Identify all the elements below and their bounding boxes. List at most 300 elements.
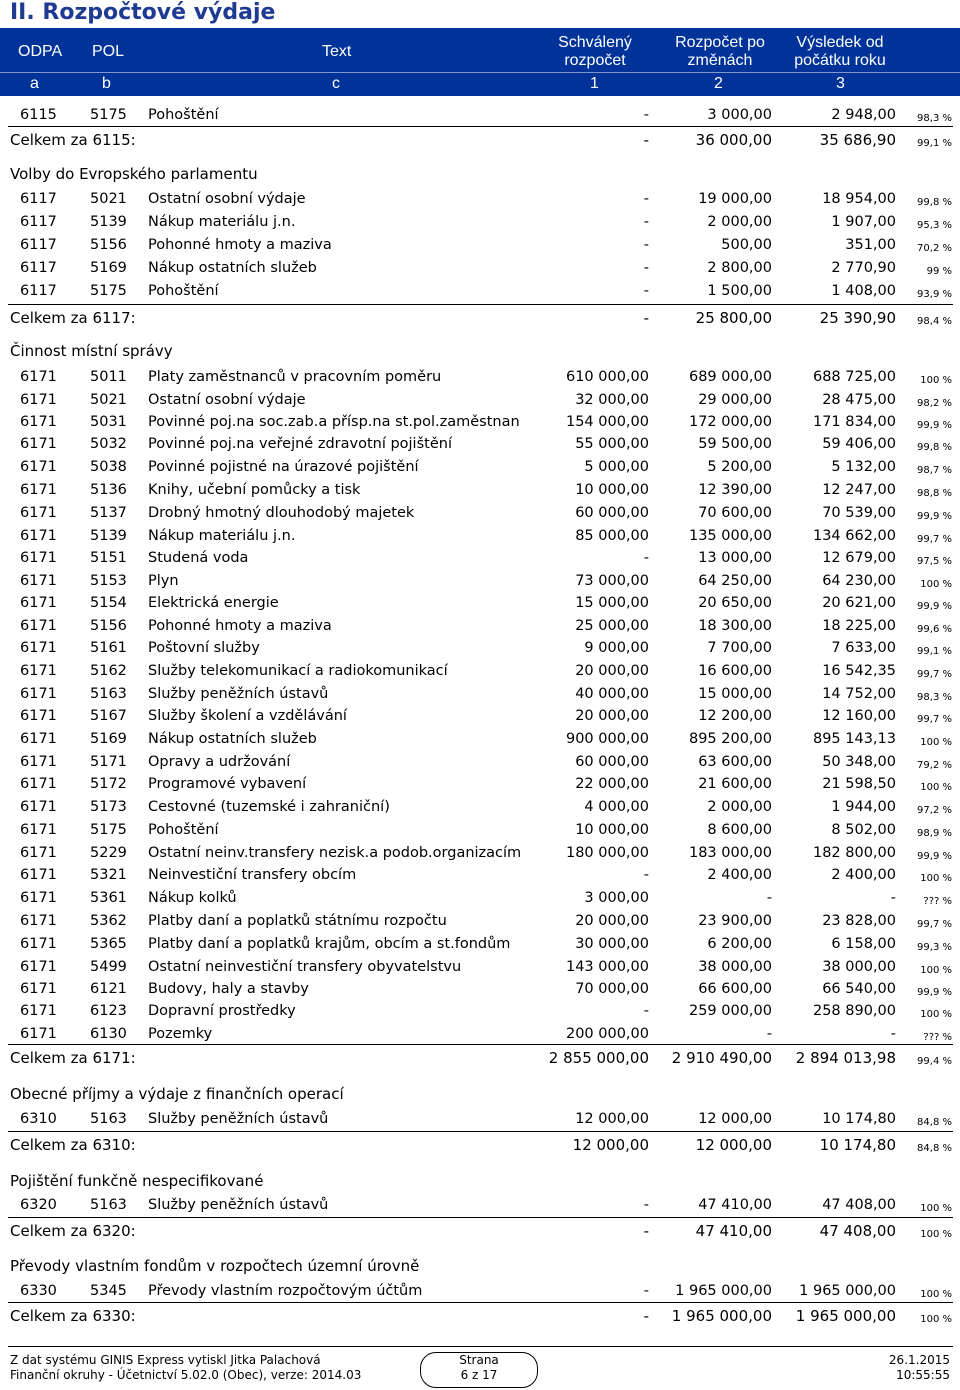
cell-schvaleny: 32 000,00 (575, 392, 649, 408)
cell-pol: 5169 (90, 260, 127, 276)
cell-plneni-pct: 93,9 % (917, 289, 952, 300)
cell-rozpocet-po-zmenach: 5 200,00 (707, 459, 772, 475)
cell-rozpocet-po-zmenach: 183 000,00 (688, 845, 772, 861)
cell-vysledek: 12 160,00 (822, 708, 896, 724)
cell-odpa: 6171 (20, 867, 57, 883)
cell-text: Cestovné (tuzemské i zahraniční) (148, 799, 390, 815)
cell-pol: 5161 (90, 640, 127, 656)
cell-rozpocet-po-zmenach: 20 650,00 (698, 595, 772, 611)
page-number: 6 z 17 (460, 1368, 498, 1382)
cell-text: Pohonné hmoty a maziva (148, 618, 332, 634)
cell-rozpocet-po-zmenach: 2 000,00 (707, 214, 772, 230)
col-odpa: ODPA (18, 43, 63, 60)
table-row (0, 547, 960, 569)
cell-plneni-pct: 99,8 % (917, 197, 952, 208)
cell-rozpocet-po-zmenach: 7 700,00 (707, 640, 772, 656)
col-code-a: a (30, 75, 39, 92)
cell-schvaleny: 40 000,00 (575, 686, 649, 702)
cell-plneni-pct: 98,2 % (917, 398, 952, 409)
cell-odpa: 6171 (20, 618, 57, 634)
cell-plneni-pct: 100 % (920, 1009, 952, 1020)
cell-plneni-pct: 99,6 % (917, 624, 952, 635)
cell-schvaleny: 180 000,00 (565, 845, 649, 861)
cell-schvaleny: - (643, 309, 649, 327)
cell-odpa: 6171 (20, 776, 57, 792)
cell-odpa: 6171 (20, 573, 57, 589)
cell-vysledek: - (890, 890, 896, 906)
cell-plneni-pct: 99,7 % (917, 534, 952, 545)
cell-plneni-pct: 100 % (920, 375, 952, 386)
cell-pol: 5139 (90, 214, 127, 230)
cell-text: Platby daní a poplatků krajům, obcím a st.fondům (148, 936, 511, 952)
cell-pol: 5136 (90, 482, 127, 498)
cell-schvaleny: 4 000,00 (584, 799, 649, 815)
cell-odpa: 6171 (20, 890, 57, 906)
total-separator (8, 1131, 953, 1132)
cell-rozpocet-po-zmenach: 59 500,00 (698, 436, 772, 452)
cell-odpa: 6320 (20, 1197, 57, 1213)
cell-plneni-pct: 99 % (926, 266, 952, 277)
cell-rozpocet-po-zmenach: 2 400,00 (707, 867, 772, 883)
cell-odpa: 6171 (20, 640, 57, 656)
cell-rozpocet-po-zmenach: 63 600,00 (698, 754, 772, 770)
cell-schvaleny: 10 000,00 (575, 482, 649, 498)
cell-plneni-pct: 99,9 % (917, 601, 952, 612)
cell-vysledek: 1 965 000,00 (799, 1283, 896, 1299)
cell-plneni-pct: 99,9 % (917, 987, 952, 998)
cell-vysledek: 50 348,00 (822, 754, 896, 770)
cell-schvaleny: - (643, 131, 649, 149)
cell-odpa: 6171 (20, 913, 57, 929)
cell-pol: 5175 (90, 283, 127, 299)
cell-schvaleny: - (643, 237, 649, 253)
cell-rozpocet-po-zmenach: 36 000,00 (695, 131, 772, 149)
cell-pol: 6121 (90, 981, 127, 997)
cell-odpa: 6117 (20, 283, 57, 299)
cell-odpa: 6330 (20, 1283, 57, 1299)
cell-schvaleny: - (643, 1003, 649, 1019)
cell-schvaleny: - (643, 867, 649, 883)
cell-pol: 5153 (90, 573, 127, 589)
cell-odpa: 6117 (20, 260, 57, 276)
cell-schvaleny: 12 000,00 (572, 1136, 649, 1154)
cell-rozpocet-po-zmenach: 1 500,00 (707, 283, 772, 299)
cell-odpa: 6171 (20, 959, 57, 975)
cell-rozpocet-po-zmenach: 500,00 (721, 237, 772, 253)
cell-vysledek: 688 725,00 (812, 369, 896, 385)
cell-schvaleny: 60 000,00 (575, 505, 649, 521)
cell-text: Knihy, učební pomůcky a tisk (148, 482, 361, 498)
cell-rozpocet-po-zmenach: 13 000,00 (698, 550, 772, 566)
cell-text: Pohonné hmoty a maziva (148, 237, 332, 253)
cell-vysledek: 12 679,00 (822, 550, 896, 566)
cell-text: Pozemky (148, 1026, 213, 1042)
cell-plneni-pct: 99,1 % (917, 138, 952, 149)
cell-schvaleny: 5 000,00 (584, 459, 649, 475)
cell-vysledek: 895 143,13 (812, 731, 896, 747)
cell-odpa: 6171 (20, 731, 57, 747)
section-heading: Pojištění funkčně nespecifikované (10, 1172, 264, 1190)
cell-vysledek: 5 132,00 (831, 459, 896, 475)
col-pol: POL (92, 43, 125, 60)
total-row (0, 129, 960, 151)
cell-schvaleny: 85 000,00 (575, 528, 649, 544)
cell-rozpocet-po-zmenach: 12 200,00 (698, 708, 772, 724)
cell-schvaleny: - (643, 550, 649, 566)
col-code-3: 3 (836, 75, 845, 92)
col-code-b: b (102, 75, 111, 92)
cell-text: Poštovní služby (148, 640, 260, 656)
table-row (0, 637, 960, 659)
table-row (0, 683, 960, 705)
cell-odpa: 6171 (20, 1003, 57, 1019)
table-row (0, 456, 960, 478)
cell-plneni-pct: 99,8 % (917, 442, 952, 453)
table-row (0, 280, 960, 302)
cell-vysledek: 21 598,50 (822, 776, 896, 792)
cell-vysledek: 20 621,00 (822, 595, 896, 611)
total-row (0, 307, 960, 329)
cell-rozpocet-po-zmenach: 6 200,00 (707, 936, 772, 952)
cell-text: Nákup materiálu j.n. (148, 528, 296, 544)
cell-plneni-pct: 79,2 % (917, 760, 952, 771)
cell-text: Služby peněžních ústavů (148, 1197, 329, 1213)
cell-pol: 5229 (90, 845, 127, 861)
cell-text: Neinvestiční transfery obcím (148, 867, 357, 883)
total-label: Celkem za 6330: (10, 1307, 136, 1325)
cell-rozpocet-po-zmenach: 12 390,00 (698, 482, 772, 498)
cell-schvaleny: - (643, 214, 649, 230)
cell-pol: 5139 (90, 528, 127, 544)
cell-text: Služby školení a vzdělávání (148, 708, 347, 724)
section-heading: Činnost místní správy (10, 342, 173, 360)
table-row (0, 956, 960, 978)
table-row (0, 1108, 960, 1130)
cell-pol: 5031 (90, 414, 127, 430)
cell-odpa: 6171 (20, 845, 57, 861)
cell-text: Nákup kolků (148, 890, 237, 906)
cell-odpa: 6171 (20, 936, 57, 952)
cell-text: Převody vlastním rozpočtovým účtům (148, 1283, 423, 1299)
cell-text: Platby daní a poplatků státnímu rozpočtu (148, 913, 447, 929)
cell-plneni-pct: 98,3 % (917, 692, 952, 703)
cell-rozpocet-po-zmenach: 2 910 490,00 (671, 1049, 772, 1067)
cell-schvaleny: 22 000,00 (575, 776, 649, 792)
col-code-c: c (332, 75, 340, 92)
footer-info (10, 1353, 361, 1383)
cell-rozpocet-po-zmenach: 29 000,00 (698, 392, 772, 408)
footer-timestamp (889, 1353, 950, 1383)
cell-text: Pohoštění (148, 822, 219, 838)
total-label: Celkem za 6171: (10, 1049, 136, 1067)
total-separator (8, 1217, 953, 1218)
cell-vysledek: 28 475,00 (822, 392, 896, 408)
cell-pol: 5345 (90, 1283, 127, 1299)
cell-pol: 5137 (90, 505, 127, 521)
cell-pol: 5156 (90, 618, 127, 634)
cell-rozpocet-po-zmenach: 23 900,00 (698, 913, 772, 929)
cell-schvaleny: 60 000,00 (575, 754, 649, 770)
cell-odpa: 6171 (20, 550, 57, 566)
print-date: 26.1.2015 (888, 1353, 950, 1367)
total-label: Celkem za 6117: (10, 309, 136, 327)
cell-plneni-pct: 99,3 % (917, 942, 952, 953)
cell-rozpocet-po-zmenach: - (766, 1026, 772, 1042)
cell-rozpocet-po-zmenach: 1 965 000,00 (675, 1283, 772, 1299)
cell-schvaleny: 200 000,00 (565, 1026, 649, 1042)
total-separator (8, 304, 953, 305)
cell-plneni-pct: 97,5 % (917, 556, 952, 567)
cell-vysledek: 18 954,00 (822, 191, 896, 207)
total-separator (8, 1302, 953, 1303)
col-zmeny-1: Rozpočet po (675, 34, 765, 51)
cell-plneni-pct: 100 % (920, 737, 952, 748)
cell-vysledek: 134 662,00 (812, 528, 896, 544)
print-time: 10:55:55 (896, 1368, 950, 1382)
cell-rozpocet-po-zmenach: 689 000,00 (688, 369, 772, 385)
cell-schvaleny: - (643, 1283, 649, 1299)
table-row (0, 433, 960, 455)
cell-schvaleny: 900 000,00 (565, 731, 649, 747)
cell-schvaleny: 15 000,00 (575, 595, 649, 611)
table-row (0, 615, 960, 637)
cell-plneni-pct: 95,3 % (917, 220, 952, 231)
cell-text: Nákup ostatních služeb (148, 260, 317, 276)
cell-rozpocet-po-zmenach: 172 000,00 (688, 414, 772, 430)
table-row (0, 479, 960, 501)
cell-schvaleny: - (643, 1197, 649, 1213)
cell-schvaleny: 12 000,00 (575, 1111, 649, 1127)
cell-plneni-pct: 99,9 % (917, 511, 952, 522)
total-label: Celkem za 6310: (10, 1136, 136, 1154)
cell-rozpocet-po-zmenach: 16 600,00 (698, 663, 772, 679)
cell-pol: 6130 (90, 1026, 127, 1042)
cell-rozpocet-po-zmenach: 25 800,00 (695, 309, 772, 327)
total-separator (8, 126, 953, 127)
table-row (0, 819, 960, 841)
table-row (0, 525, 960, 547)
cell-pol: 5173 (90, 799, 127, 815)
cell-odpa: 6171 (20, 459, 57, 475)
cell-rozpocet-po-zmenach: 21 600,00 (698, 776, 772, 792)
cell-schvaleny: 143 000,00 (565, 959, 649, 975)
cell-pol: 5021 (90, 392, 127, 408)
total-row (0, 1305, 960, 1327)
cell-rozpocet-po-zmenach: 2 800,00 (707, 260, 772, 276)
cell-pol: 5038 (90, 459, 127, 475)
cell-pol: 5163 (90, 1111, 127, 1127)
table-row (0, 1000, 960, 1022)
table-row (0, 389, 960, 411)
table-row (0, 502, 960, 524)
cell-plneni-pct: 99,9 % (917, 851, 952, 862)
cell-pol: 5156 (90, 237, 127, 253)
table-row (0, 864, 960, 886)
cell-schvaleny: 610 000,00 (565, 369, 649, 385)
cell-pol: 5499 (90, 959, 127, 975)
table-row (0, 411, 960, 433)
table-row (0, 257, 960, 279)
cell-schvaleny: 55 000,00 (575, 436, 649, 452)
cell-pol: 5032 (90, 436, 127, 452)
cell-odpa: 6171 (20, 436, 57, 452)
cell-plneni-pct: 99,1 % (917, 646, 952, 657)
table-row (0, 773, 960, 795)
cell-plneni-pct: ??? % (923, 896, 952, 907)
cell-text: Plyn (148, 573, 179, 589)
cell-rozpocet-po-zmenach: 47 410,00 (695, 1222, 772, 1240)
cell-text: Pohoštění (148, 107, 219, 123)
table-row (0, 188, 960, 210)
total-row (0, 1220, 960, 1242)
cell-plneni-pct: 84,8 % (917, 1143, 952, 1154)
cell-pol: 5171 (90, 754, 127, 770)
cell-odpa: 6171 (20, 369, 57, 385)
cell-odpa: 6171 (20, 392, 57, 408)
cell-text: Povinné pojistné na úrazové pojištění (148, 459, 419, 475)
cell-rozpocet-po-zmenach: 38 000,00 (698, 959, 772, 975)
cell-pol: 5151 (90, 550, 127, 566)
cell-rozpocet-po-zmenach: 1 965 000,00 (671, 1307, 772, 1325)
total-label: Celkem za 6115: (10, 131, 136, 149)
table-row (0, 1194, 960, 1216)
cell-plneni-pct: 99,7 % (917, 714, 952, 725)
cell-pol: 5175 (90, 107, 127, 123)
cell-rozpocet-po-zmenach: 3 000,00 (707, 107, 772, 123)
table-row (0, 796, 960, 818)
cell-odpa: 6171 (20, 799, 57, 815)
cell-text: Nákup ostatních služeb (148, 731, 317, 747)
header-separator (0, 72, 960, 73)
cell-vysledek: 1 408,00 (831, 283, 896, 299)
table-row (0, 705, 960, 727)
table-row (0, 1023, 960, 1045)
cell-pol: 5361 (90, 890, 127, 906)
cell-vysledek: 64 230,00 (822, 573, 896, 589)
cell-odpa: 6171 (20, 686, 57, 702)
cell-plneni-pct: 98,8 % (917, 488, 952, 499)
cell-vysledek: 258 890,00 (812, 1003, 896, 1019)
cell-vysledek: 35 686,90 (819, 131, 896, 149)
col-schvaleny-1: Schválený (558, 34, 632, 51)
cell-odpa: 6171 (20, 528, 57, 544)
cell-rozpocet-po-zmenach: 70 600,00 (698, 505, 772, 521)
cell-odpa: 6171 (20, 505, 57, 521)
cell-text: Pohoštění (148, 283, 219, 299)
cell-text: Ostatní neinvestiční transfery obyvatelstvu (148, 959, 462, 975)
cell-schvaleny: 20 000,00 (575, 708, 649, 724)
page-label: Strana (459, 1353, 499, 1367)
cell-plneni-pct: 70,2 % (917, 243, 952, 254)
cell-odpa: 6171 (20, 663, 57, 679)
cell-rozpocet-po-zmenach: 259 000,00 (688, 1003, 772, 1019)
cell-odpa: 6115 (20, 107, 57, 123)
table-row (0, 842, 960, 864)
section-heading: Převody vlastním fondům v rozpočtech územní úrovně (10, 1257, 420, 1275)
total-row (0, 1134, 960, 1156)
table-row (0, 1280, 960, 1302)
cell-odpa: 6171 (20, 482, 57, 498)
cell-odpa: 6117 (20, 191, 57, 207)
table-row (0, 978, 960, 1000)
cell-schvaleny: 20 000,00 (575, 663, 649, 679)
table-header (0, 28, 960, 96)
cell-pol: 5167 (90, 708, 127, 724)
footer-line (8, 1346, 953, 1347)
cell-plneni-pct: 100 % (920, 965, 952, 976)
cell-schvaleny: 73 000,00 (575, 573, 649, 589)
cell-text: Programové vybavení (148, 776, 307, 792)
cell-vysledek: 47 408,00 (822, 1197, 896, 1213)
cell-text: Drobný hmotný dlouhodobý majetek (148, 505, 415, 521)
cell-vysledek: 7 633,00 (831, 640, 896, 656)
col-vysledek-2: počátku roku (794, 52, 886, 69)
table-row (0, 910, 960, 932)
cell-plneni-pct: 97,2 % (917, 805, 952, 816)
footer-printed-by: Z dat systému GINIS Express vytiskl Jitka Palachová (10, 1353, 321, 1367)
cell-text: Budovy, haly a stavby (148, 981, 309, 997)
total-separator (8, 1044, 953, 1045)
cell-pol: 5154 (90, 595, 127, 611)
cell-plneni-pct: 100 % (920, 1203, 952, 1214)
cell-rozpocet-po-zmenach: 47 410,00 (698, 1197, 772, 1213)
cell-plneni-pct: 100 % (920, 873, 952, 884)
cell-schvaleny: 9 000,00 (584, 640, 649, 656)
cell-text: Služby peněžních ústavů (148, 1111, 329, 1127)
cell-schvaleny: 25 000,00 (575, 618, 649, 634)
cell-schvaleny: 3 000,00 (584, 890, 649, 906)
cell-vysledek: - (890, 1026, 896, 1042)
page-footer (0, 1346, 960, 1390)
cell-schvaleny: 20 000,00 (575, 913, 649, 929)
col-zmeny-2: změnách (687, 52, 753, 69)
cell-vysledek: 38 000,00 (822, 959, 896, 975)
cell-vysledek: 2 948,00 (831, 107, 896, 123)
cell-rozpocet-po-zmenach: 8 600,00 (707, 822, 772, 838)
cell-odpa: 6171 (20, 414, 57, 430)
cell-pol: 5169 (90, 731, 127, 747)
cell-vysledek: 14 752,00 (822, 686, 896, 702)
cell-text: Elektrická energie (148, 595, 279, 611)
cell-vysledek: 2 400,00 (831, 867, 896, 883)
cell-schvaleny: 154 000,00 (565, 414, 649, 430)
table-row (0, 751, 960, 773)
total-label: Celkem za 6320: (10, 1222, 136, 1240)
cell-text: Opravy a udržování (148, 754, 291, 770)
section-heading: Obecné příjmy a výdaje z finančních operací (10, 1085, 344, 1103)
cell-vysledek: 10 174,80 (822, 1111, 896, 1127)
cell-plneni-pct: 98,3 % (917, 113, 952, 124)
table-row (0, 728, 960, 750)
table-row (0, 933, 960, 955)
cell-vysledek: 6 158,00 (831, 936, 896, 952)
cell-pol: 5011 (90, 369, 127, 385)
cell-vysledek: 12 247,00 (822, 482, 896, 498)
cell-vysledek: 59 406,00 (822, 436, 896, 452)
cell-schvaleny: - (643, 260, 649, 276)
cell-rozpocet-po-zmenach: 2 000,00 (707, 799, 772, 815)
cell-vysledek: 2 770,90 (831, 260, 896, 276)
col-vysledek-1: Výsledek od (796, 34, 884, 51)
cell-pol: 6123 (90, 1003, 127, 1019)
cell-odpa: 6171 (20, 981, 57, 997)
cell-rozpocet-po-zmenach: 135 000,00 (688, 528, 772, 544)
cell-odpa: 6171 (20, 754, 57, 770)
cell-text: Ostatní osobní výdaje (148, 392, 306, 408)
cell-plneni-pct: 98,7 % (917, 465, 952, 476)
cell-plneni-pct: 99,9 % (917, 420, 952, 431)
cell-rozpocet-po-zmenach: 66 600,00 (698, 981, 772, 997)
